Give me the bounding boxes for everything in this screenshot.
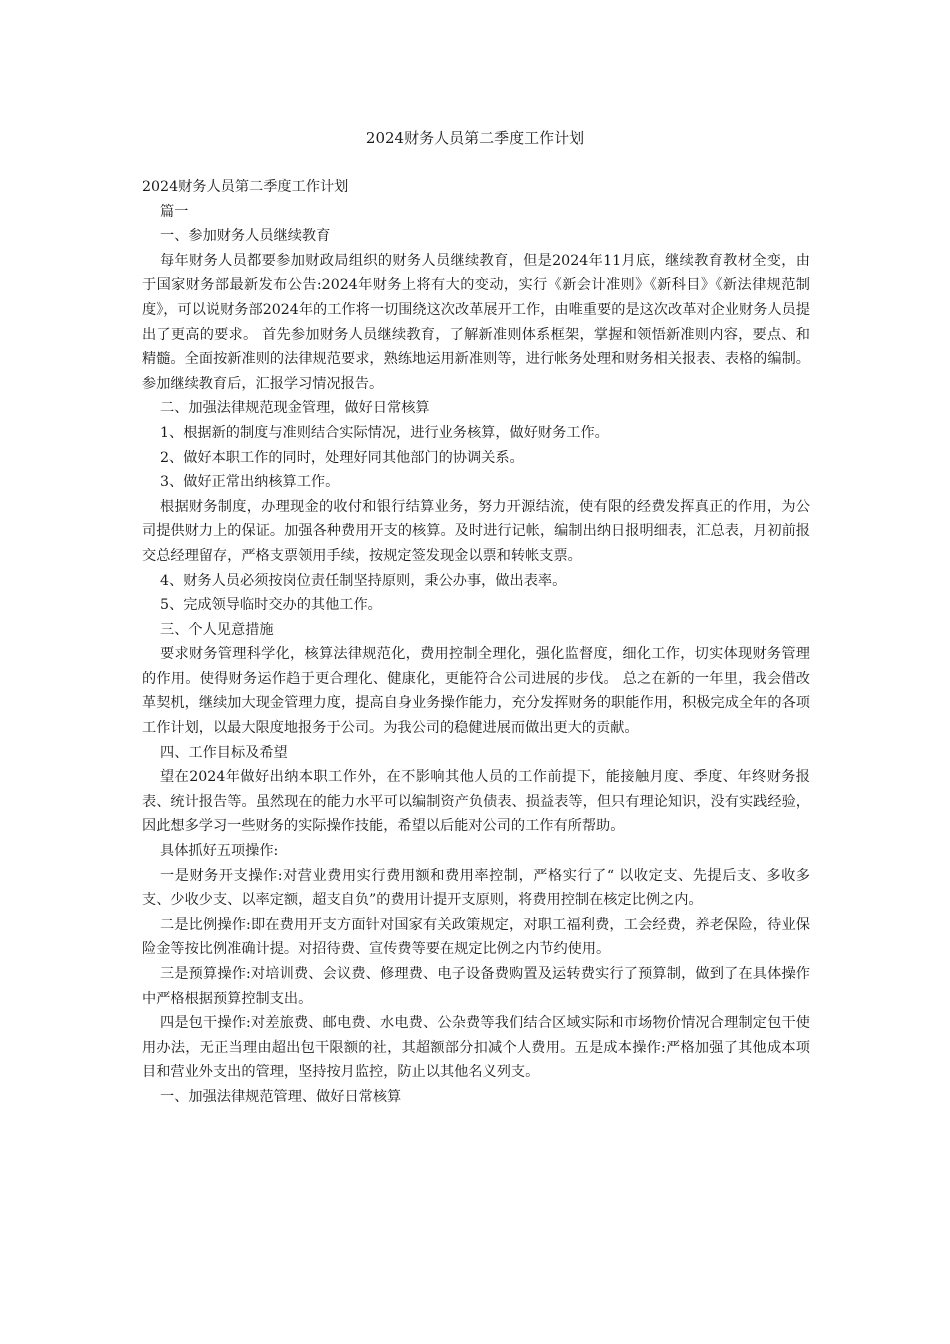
paragraph: 要求财务管理科学化，核算法律规范化，费用控制全理化，强化监督度，细化工作，切实体现财务管理的作用。使得财务运作趋于更合理化、健康化，更能符合公司进展的步伐。 总之在新的一年里，我会借改革契机，继续加大现金管理力度，提高自身业务操作能力，充分发挥财务的职能作用，积极完成全年的各项工作计划，以最大限度地报务于公司。为我公司的稳健进展而做出更大的贡献。	[142, 646, 810, 737]
paragraph: 四是包干操作:对差旅费、邮电费、水电费、公杂费等我们结合区域实际和市场物价情况合理制定包干使用办法，无正当理由超出包干限额的社，其超额部分扣减个人费用。五是成本操作:严格加强了其他成本项目和营业外支出的管理，坚持按月监控，防止以其他名义列支。	[142, 1015, 810, 1081]
list-item: 3、做好正常出纳核算工作。	[160, 474, 340, 491]
list-item: 1、根据新的制度与准则结合实际情况，进行业务核算，做好财务工作。	[160, 424, 609, 441]
list-item: 4、财务人员必须按岗位责任制坚持原则，秉公办事，做出表率。	[160, 572, 567, 589]
section-heading: 一、参加财务人员继续教育	[160, 228, 331, 245]
document-body	[142, 175, 810, 1110]
paragraph: 根据财务制度，办理现金的收付和银行结算业务，努力开源结流，使有限的经费发挥真正的作用，为公司提供财力上的保证。加强各种费用开支的核算。及时进行记帐，编制出纳日报明细表，汇总表，月初前报交总经理留存，严格支票领用手续，按规定签发现金以票和转帐支票。	[142, 498, 810, 564]
section-heading: 四、工作目标及希望	[160, 744, 288, 761]
paragraph: 一是财务开支操作:对营业费用实行费用额和费用率控制，严格实行了“ 以收定支、先提后支、多收多支、少收少支、以率定额，超支自负”的费用计提开支原则，将费用控制在核定比例之内。	[142, 867, 810, 909]
document-title: 2024财务人员第二季度工作计划	[365, 129, 585, 147]
section-heading: 一、加强法律规范管理、做好日常核算	[160, 1088, 402, 1105]
paragraph: 具体抓好五项操作:	[160, 843, 279, 860]
section-heading: 二、加强法律规范现金管理，做好日常核算	[160, 400, 430, 417]
section-heading: 三、个人见意措施	[160, 621, 274, 638]
paragraph: 三是预算操作:对培训费、会议费、修理费、电子设备费购置及运转费实行了预算制，做到了在具体操作中严格根据预算控制支出。	[142, 966, 810, 1007]
paragraph: 望在2024年做好出纳本职工作外，在不影响其他人员的工作前提下，能接触月度、季度、年终财务报表、统计报告等。虽然现在的能力水平可以编制资产负债表、损益表等，但只有理论知识，没有实践经验，因此想多学习一些财务的实际操作技能，希望以后能对公司的工作有所帮助。	[142, 769, 810, 835]
paragraph: 二是比例操作:即在费用开支方面针对国家有关政策规定，对职工福利费，工会经费，养老保险，待业保险金等按比例准确计提。对招待费、宣传费等要在规定比例之内节约使用。	[142, 916, 810, 958]
list-item: 2、做好本职工作的同时，处理好同其他部门的协调关系。	[160, 449, 524, 466]
section-label: 篇一	[160, 203, 189, 220]
document-subtitle: 2024财务人员第二季度工作计划	[142, 179, 349, 195]
list-item: 5、完成领导临时交办的其他工作。	[160, 597, 382, 614]
paragraph: 每年财务人员都要参加财政局组织的财务人员继续教育，但是2024年11月底，继续教育教材全变，由于国家财务部最新发布公告:2024年财务上将有大的变动，实行《新会计准则》《新科目》《新法律规范制度》，可以说财务部2024年的工作将一切围绕这次改革展开工作，由唯重要的是这次改革对企业财务人员提出了更高的要求。 首先参加财务人员继续教育，了解新准则体系框架，掌握和领悟新准则内容，要点、和精髓。全面按新准则的法律规范要求，熟练地运用新准则等，进行帐务处理和财务相关报表、表格的编制。 参加继续教育后，汇报学习情况报告。	[142, 252, 810, 392]
